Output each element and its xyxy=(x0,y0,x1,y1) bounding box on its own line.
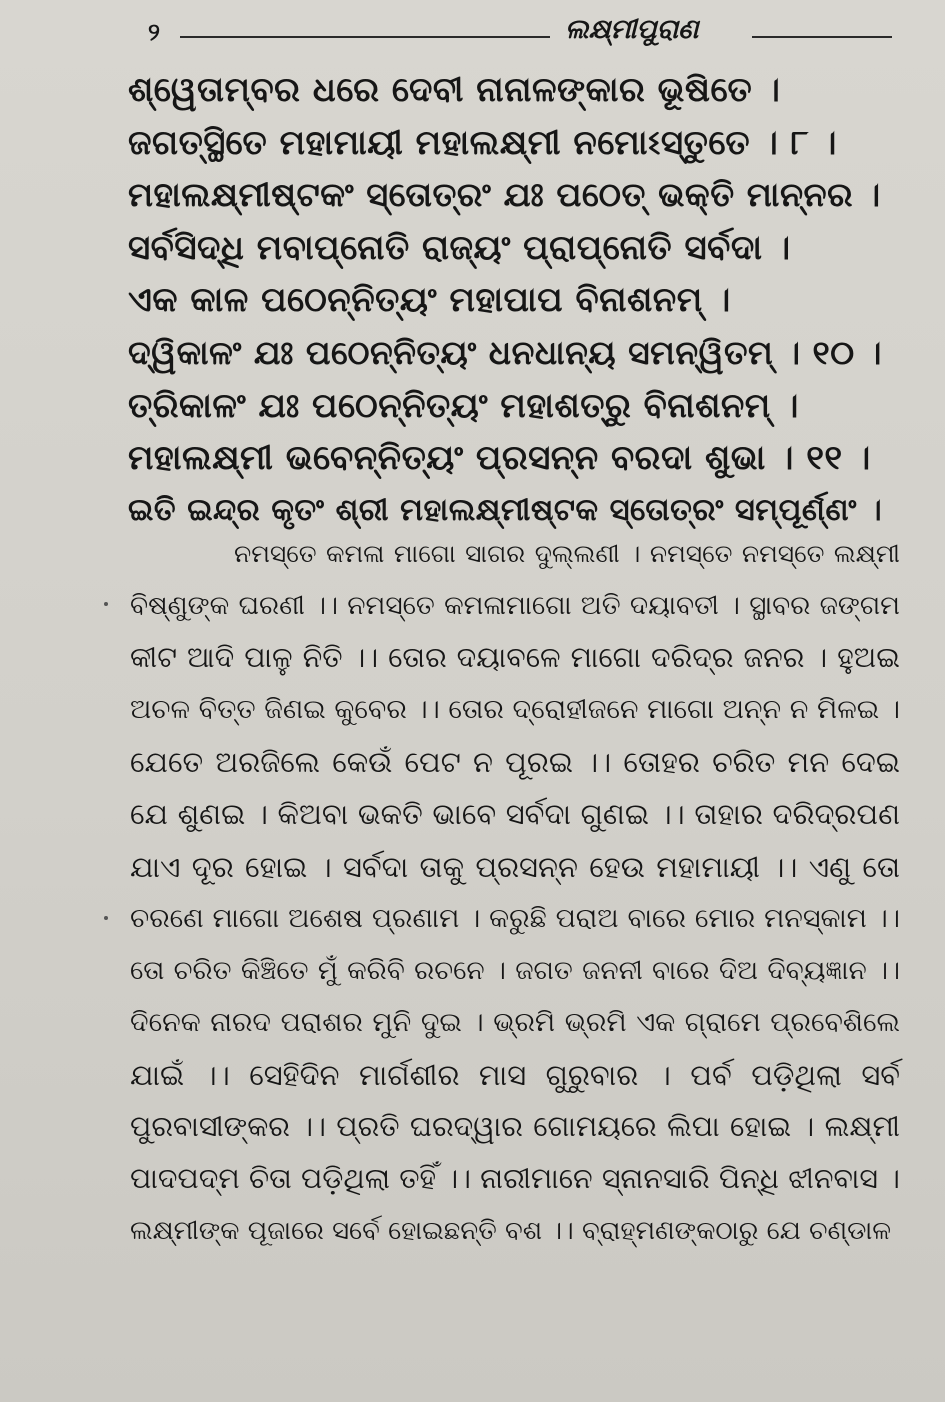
prose-line: ଯାଏ ଦୂର ହୋଇ । ସର୍ବଦା ତାକୁ ପ୍ରସନ୍ନ ହେଉ ମହାମାୟୀ ।। ଏଣୁ ତୋ xyxy=(130,849,900,884)
prose-line: କୀଟ ଆଦି ପାଳୁ ନିତି ।। ତୋର ଦୟାବଳେ ମାଗୋ ଦରିଦ୍ର ଜନର । ହୁଅଇ xyxy=(130,641,900,675)
running-title: ଲକ୍ଷ୍ମୀପୁରାଣ xyxy=(565,14,699,45)
margin-speck xyxy=(104,602,108,606)
verse-line: ଜଗତ୍‌ସ୍ଥିତେ ମହାମାୟୀ ମହାଲକ୍ଷ୍ମୀ ନମୋଽସ୍ତୁତେ । ୮ । xyxy=(128,122,837,163)
page-header xyxy=(140,14,892,54)
page-number: ୨ xyxy=(148,18,160,46)
prose-line: ପୁରବାସୀଙ୍କର ।। ପ୍ରତି ଘରଦ୍ୱାର ଗୋମୟରେ ଲିପା ହୋଇ । ଲକ୍ଷ୍ମୀ xyxy=(130,1110,900,1144)
verse-line: ଦ୍ୱିକାଳଂ ଯଃ ପଠେନ୍ନିତ୍ୟଂ ଧନଧାନ୍ୟ ସମନ୍ୱିତମ୍ । ୧୦ । xyxy=(128,332,882,372)
verse-line: ଇତି ଇନ୍ଦ୍ର କୃତଂ ଶ୍ରୀ ମହାଲକ୍ଷ୍ମୀଷ୍ଟକ ସ୍ତୋତ୍ରଂ ସମ୍ପୂର୍ଣ୍ଣଂ । xyxy=(128,492,883,528)
verse-line: ତ୍ରିକାଳଂ ଯଃ ପଠେନ୍ନିତ୍ୟଂ ମହାଶତ୍ରୁ ବିନାଶନମ୍ । xyxy=(128,385,799,426)
prose-line: ଲକ୍ଷ୍ମୀଙ୍କ ପୂଜାରେ ସର୍ବେ ହୋଇଛନ୍ତି ବଶ ।। ବ୍ରାହ୍ମଣଙ୍କଠାରୁ ଯେ ଚଣ୍ଡାଳ xyxy=(130,1216,892,1247)
prose-line: ଅଚଳ ବିତ୍ତ ଜିଣଇ କୁବେର ।। ତୋର ଦ୍ରୋହୀଜନେ ମାଗୋ ଅନ୍ନ ନ ମିଳଇ । xyxy=(130,694,900,726)
prose-line: ଯାଇଁ ।। ସେହିଦିନ ମାର୍ଗଶୀର ମାସ ଗୁରୁବାର । ପର୍ବ ପଡ଼ିଥିଲା ସର୍ବ xyxy=(130,1057,900,1092)
prose-line: ନମସ୍ତେ କମଳା ମାଗୋ ସାଗର ଦୁଲ୍ଲଣୀ । ନମସ୍ତେ ନମସ୍ତେ ଲକ୍ଷ୍ମୀ xyxy=(234,539,900,568)
prose-line: ତୋ ଚରିତ କିଞ୍ଚିତେ ମୁଁ କରିବି ରଚନେ । ଜଗତ ଜନନୀ ବାରେ ଦିଅ ଦିବ୍ୟଜ୍ଞାନ ।। xyxy=(130,954,900,986)
verse-line: ଶ୍ୱେତାମ୍ବର ଧରେ ଦେବୀ ନାନାଳଙ୍କାର ଭୂଷିତେ । xyxy=(128,70,781,110)
verse-line: ଏକ କାଳ ପଠେନ୍ନିତ୍ୟଂ ମହାପାପ ବିନାଶନମ୍ । xyxy=(128,280,731,321)
prose-line: ଯେତେ ଅରଜିଲେ କେଉଁ ପେଟ ନ ପୂରଇ ।। ତୋହର ଚରିତ ମନ ଦେଇ xyxy=(130,745,900,780)
prose-line: ଯେ ଶୁଣଇ । କିଅବା ଭକତି ଭାବେ ସର୍ବଦା ଗୁଣଇ ।। ତାହାର ଦରିଦ୍ରପଣ xyxy=(130,797,900,832)
prose-line: ପାଦପଦ୍ମ ଚିତା ପଡ଼ିଥିଲା ତହିଁ ।। ନାରୀମାନେ ସ୍ନାନସାରି ପିନ୍ଧି ଝୀନବାସ । xyxy=(130,1162,900,1196)
margin-speck xyxy=(104,916,108,920)
verse-line: ସର୍ବସିଦ୍ଧି ମବାପ୍ନୋତି ରାଜ୍ୟଂ ପ୍ରାପ୍ନୋତି ସର୍ବଦା । xyxy=(128,227,791,268)
verse-block xyxy=(128,64,888,537)
prose-line: ଦିନେକ ନାରଦ ପରାଶର ମୁନି ଦୁଇ । ଭ୍ରମି ଭ୍ରମି ଏକ ଗ୍ରାମେ ପ୍ରବେଶିଲେ xyxy=(130,1006,900,1038)
prose-line: ଚରଣେ ମାଗୋ ଅଶେଷ ପ୍ରଣାମ । କରୁଛି ପରାଅ ବାରେ ମୋର ମନସ୍କାମ ।। xyxy=(130,902,900,934)
verse-line: ମହାଲକ୍ଷ୍ମୀଷ୍ଟକଂ ସ୍ତୋତ୍ରଂ ଯଃ ପଠେତ୍ ଭକ୍ତି ମାନ୍ନର । xyxy=(128,175,881,215)
verse-line: ମହାଲକ୍ଷ୍ମୀ ଭବେନ୍ନିତ୍ୟଂ ପ୍ରସନ୍ନ ବରଦା ଶୁଭା । ୧୧ । xyxy=(128,438,871,479)
prose-line: ବିଷ୍ଣୁଙ୍କ ଘରଣୀ ।। ନମସ୍ତେ କମଳାମାଗୋ ଅତି ଦୟାବତୀ । ସ୍ଥାବର ଜଙ୍ଗମ xyxy=(130,590,900,622)
prose-block xyxy=(130,528,900,1257)
header-rule-right xyxy=(752,36,892,38)
header-rule-left xyxy=(180,36,550,38)
